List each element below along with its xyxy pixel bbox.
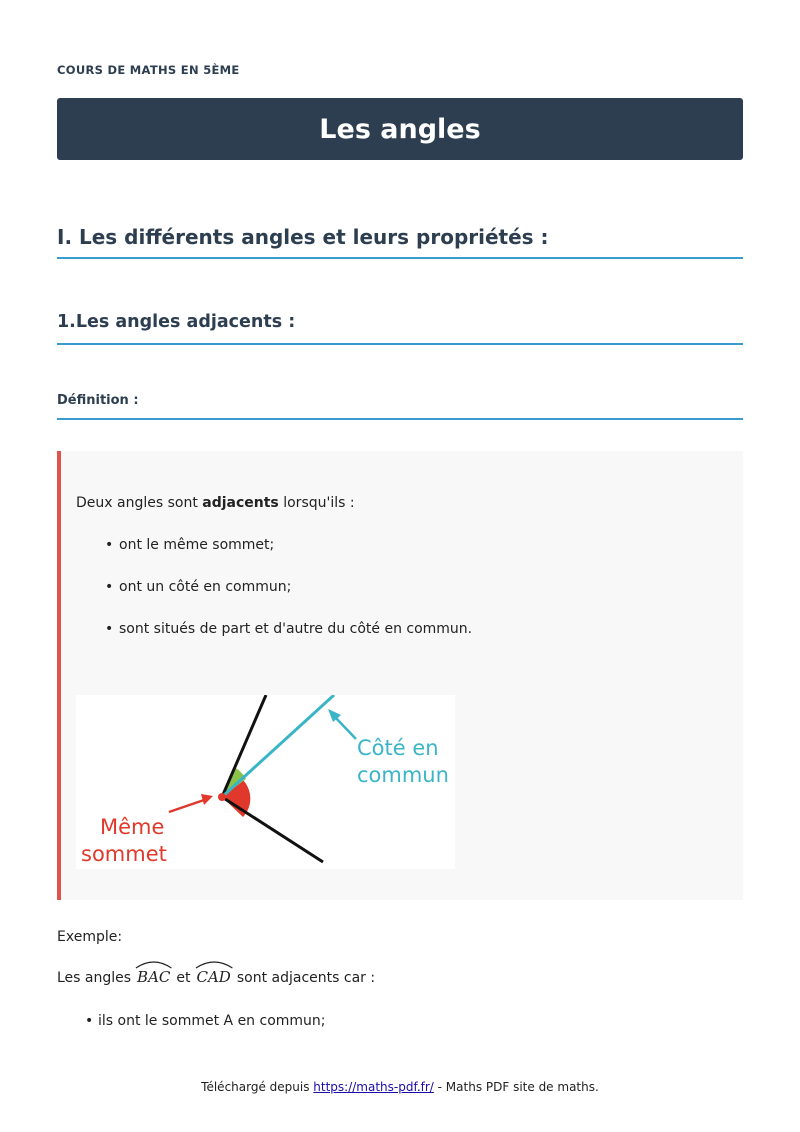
definition-keyword: adjacents	[202, 495, 279, 511]
common-side-arrow	[334, 716, 356, 739]
example-text-mid: et	[176, 970, 191, 986]
vertex-label: Même	[100, 815, 165, 839]
subsection-heading: 1.Les angles adjacents :	[57, 312, 743, 345]
definition-box	[57, 451, 743, 900]
list-item: • ont le même sommet;	[105, 537, 472, 579]
footer-text-before: Téléchargé depuis	[201, 1080, 314, 1094]
list-item: • ils ont le sommet A en commun;	[85, 1013, 326, 1029]
common-side-label: Côté en	[357, 736, 439, 760]
vertex-dot	[218, 793, 226, 801]
section-heading: I. Les différents angles et leurs propriétés :	[57, 225, 743, 259]
adjacent-angles-figure	[76, 695, 455, 869]
lower-ray	[222, 797, 323, 862]
angle-bac	[135, 968, 172, 986]
list-item: • sont situés de part et d'autre du côté en commun.	[105, 621, 472, 663]
vertex-arrow	[169, 800, 204, 812]
adjacent-angles-diagram	[76, 695, 455, 869]
definition-intro-after: lorsqu'ils :	[278, 495, 355, 511]
vertex-label: sommet	[81, 842, 167, 866]
course-label: COURS DE MATHS EN 5ÈME	[57, 63, 240, 77]
definition-list	[105, 537, 472, 663]
footer-link[interactable]: https://maths-pdf.fr/	[313, 1080, 434, 1094]
angle-bac-text: BAC	[137, 968, 171, 986]
angle-cad	[195, 968, 233, 986]
page-title: Les angles	[319, 113, 481, 145]
example-list	[85, 1013, 326, 1029]
example-sentence	[57, 968, 375, 986]
example-label: Exemple:	[57, 929, 123, 945]
definition-intro	[76, 495, 355, 511]
angle-cad-text: CAD	[196, 968, 231, 986]
title-banner	[57, 98, 743, 160]
footer-text-after: - Maths PDF site de maths.	[433, 1080, 599, 1094]
angle-hat-icon	[135, 959, 172, 969]
footer	[0, 1080, 800, 1094]
list-item: • ont un côté en commun;	[105, 579, 472, 621]
definition-heading: Définition :	[57, 393, 743, 420]
common-side-label: commun	[357, 763, 449, 787]
definition-intro-before: Deux angles sont	[76, 495, 203, 511]
angle-hat-icon	[195, 959, 233, 969]
common-side-ray	[222, 695, 334, 797]
example-text-after: sont adjacents car :	[236, 970, 376, 986]
example-text-before: Les angles	[57, 970, 132, 986]
vertex-arrowhead	[201, 794, 213, 805]
